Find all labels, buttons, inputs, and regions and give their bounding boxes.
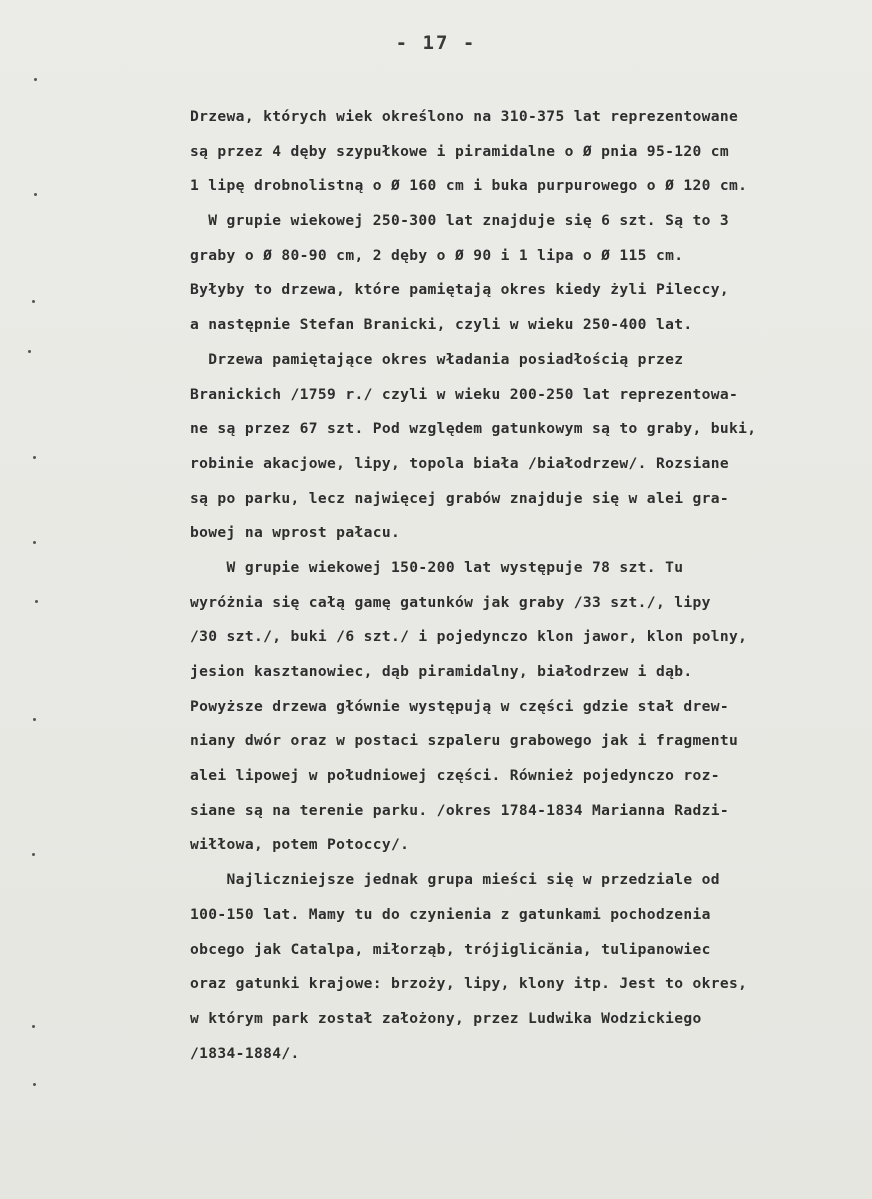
text-line: Najliczniejsze jednak grupa mieści się w przedziale od	[190, 871, 720, 889]
margin-mark	[33, 718, 36, 721]
text-line: wiłłowa, potem Potoccy/.	[190, 836, 410, 854]
text-line: Byłyby to drzewa, które pamiętają okres kiedy żyli Pileccy,	[190, 281, 730, 299]
text-line: Drzewa, których wiek określono na 310-375 lat reprezentowane	[190, 108, 739, 125]
text-line: Drzewa pamiętające okres władania posiadłością przez	[190, 350, 684, 368]
text-line: bowej na wprost pałacu.	[190, 524, 401, 542]
margin-mark	[33, 1083, 36, 1086]
margin-mark	[32, 853, 35, 856]
text-line: siane są na terenie parku. /okres 1784-1834 Marianna Radzi-	[190, 801, 730, 819]
text-line: graby o Ø 80-90 cm, 2 dęby o Ø 90 i 1 lipa o Ø 115 cm.	[190, 246, 684, 264]
typewritten-text	[190, 100, 862, 1071]
margin-mark	[28, 350, 31, 353]
text-line: /1834-1884/.	[190, 1044, 300, 1062]
text-line: ne są przez 67 szt. Pod względem gatunkowym są to graby, buki,	[190, 420, 757, 438]
margin-mark	[32, 300, 35, 303]
text-line: oraz gatunki krajowe: brzoży, lipy, klony itp. Jest to okres,	[190, 975, 748, 993]
margin-mark	[34, 193, 37, 196]
text-line: Powyższe drzewa głównie występują w części gdzie stał drew-	[190, 697, 730, 715]
text-line: wyróżnia się całą gamę gatunków jak graby /33 szt./, lipy	[190, 593, 711, 611]
text-line: jesion kasztanowiec, dąb piramidalny, białodrzew i dąb.	[190, 663, 693, 680]
text-line: W grupie wiekowej 250-300 lat znajduje się 6 szt. Są to 3	[190, 212, 730, 230]
text-line: 100-150 lat. Mamy tu do czynienia z gatunkami pochodzenia	[190, 905, 711, 923]
text-line: w którym park został założony, przez Ludwika Wodzickiego	[190, 1009, 702, 1027]
margin-mark	[34, 78, 37, 81]
text-line: alei lipowej w południowej części. Również pojedynczo roz-	[190, 767, 720, 785]
text-line: obcego jak Catalpa, miłorząb, trójiglicănia, tulipanowiec	[190, 940, 711, 958]
margin-mark	[33, 456, 36, 459]
text-line: /30 szt./, buki /6 szt./ i pojedynczo klon jawor, klon polny,	[190, 628, 748, 646]
margin-mark	[33, 541, 36, 544]
text-line: niany dwór oraz w postaci szpaleru grabowego jak i fragmentu	[190, 732, 739, 750]
text-line: Branickich /1759 r./ czyli w wieku 200-250 lat reprezentowa-	[190, 385, 739, 403]
text-line: 1 lipę drobnolistną o Ø 160 cm i buka purpurowego o Ø 120 cm.	[190, 177, 748, 195]
margin-mark	[32, 1025, 35, 1028]
page-number: - 17 -	[395, 32, 477, 54]
text-line: W grupie wiekowej 150-200 lat występuje 78 szt. Tu	[190, 558, 684, 576]
text-line: są przez 4 dęby szypułkowe i piramidalne o Ø pnia 95-120 cm	[190, 142, 730, 160]
text-line: są po parku, lecz najwięcej grabów znajduje się w alei gra-	[190, 489, 730, 507]
text-line: a następnie Stefan Branicki, czyli w wieku 250-400 lat.	[190, 316, 693, 334]
text-line: robinie akacjowe, lipy, topola biała /białodrzew/. Rozsiane	[190, 454, 730, 472]
margin-mark	[35, 600, 38, 603]
